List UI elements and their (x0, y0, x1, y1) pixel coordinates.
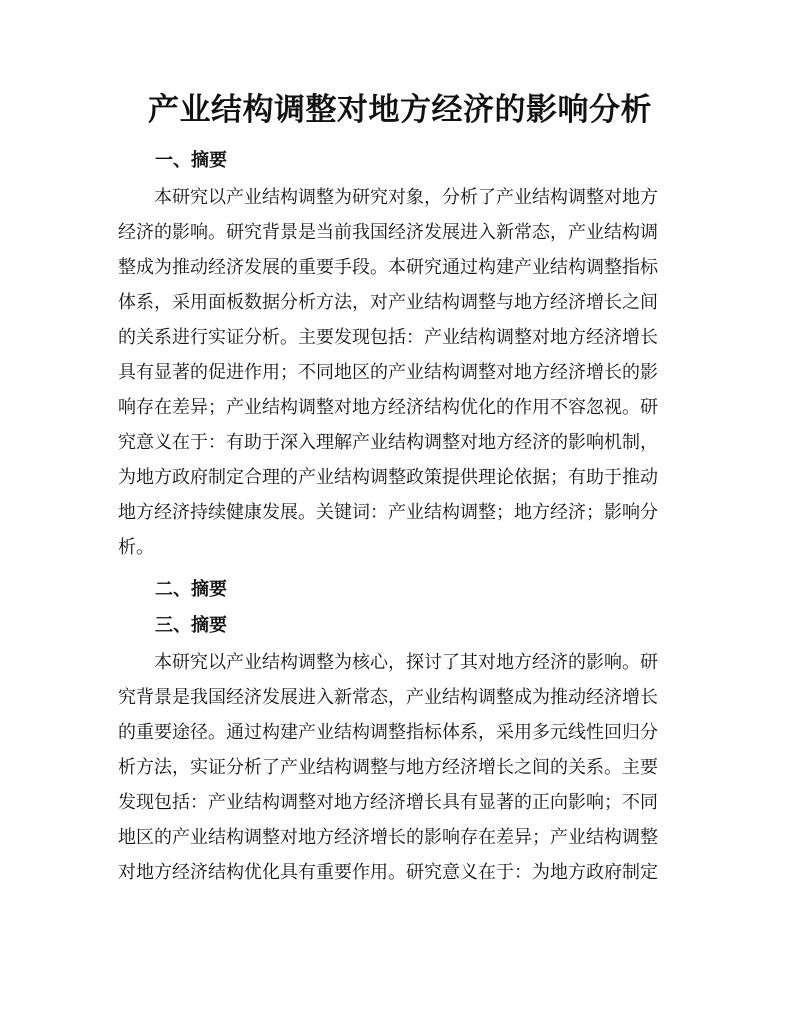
paragraph-line: 本研究以产业结构调整为核心，探讨了其对地方经济的影响。研 (154, 652, 658, 673)
paragraph-line: 地区的产业结构调整对地方经济增长的影响存在差异；产业结构调整 (118, 827, 658, 848)
paragraph-line: 究背景是我国经济发展进入新常态，产业结构调整成为推动经济增长 (118, 687, 658, 708)
paragraph-line: 体系，采用面板数据分析方法，对产业结构调整与地方经济增长之间 (118, 292, 658, 313)
paragraph-line: 析。 (118, 537, 154, 558)
paragraph-line: 整成为推动经济发展的重要手段。本研究通过构建产业结构调整指标 (118, 257, 658, 278)
paragraph-line: 对地方经济结构优化具有重要作用。研究意义在于：为地方政府制定 (118, 862, 658, 883)
paragraph-line: 响存在差异；产业结构调整对地方经济结构优化的作用不容忽视。研 (118, 397, 658, 418)
paragraph-line: 地方经济持续健康发展。关键词：产业结构调整；地方经济；影响分 (118, 502, 658, 523)
section-heading-2: 二、摘要 (155, 579, 227, 600)
paragraph-line: 为地方政府制定合理的产业结构调整政策提供理论依据；有助于推动 (118, 467, 658, 488)
section-1-paragraph (118, 180, 668, 565)
paragraph-line: 的关系进行实证分析。主要发现包括：产业结构调整对地方经济增长 (118, 327, 658, 348)
section-3-paragraph (118, 645, 668, 890)
paragraph-line: 究意义在于：有助于深入理解产业结构调整对地方经济的影响机制， (118, 432, 658, 453)
paragraph-line: 的重要途径。通过构建产业结构调整指标体系，采用多元线性回归分 (118, 722, 658, 743)
section-heading-1: 一、摘要 (155, 150, 227, 171)
document-title: 产业结构调整对地方经济的影响分析 (148, 92, 652, 128)
paragraph-line: 具有显著的促进作用；不同地区的产业结构调整对地方经济增长的影 (118, 362, 658, 383)
paragraph-line: 本研究以产业结构调整为研究对象，分析了产业结构调整对地方 (154, 187, 658, 208)
section-heading-3: 三、摘要 (155, 615, 227, 636)
paragraph-line: 经济的影响。研究背景是当前我国经济发展进入新常态，产业结构调 (118, 222, 658, 243)
paragraph-line: 析方法，实证分析了产业结构调整与地方经济增长之间的关系。主要 (118, 757, 658, 778)
paragraph-line: 发现包括：产业结构调整对地方经济增长具有显著的正向影响；不同 (118, 792, 658, 813)
